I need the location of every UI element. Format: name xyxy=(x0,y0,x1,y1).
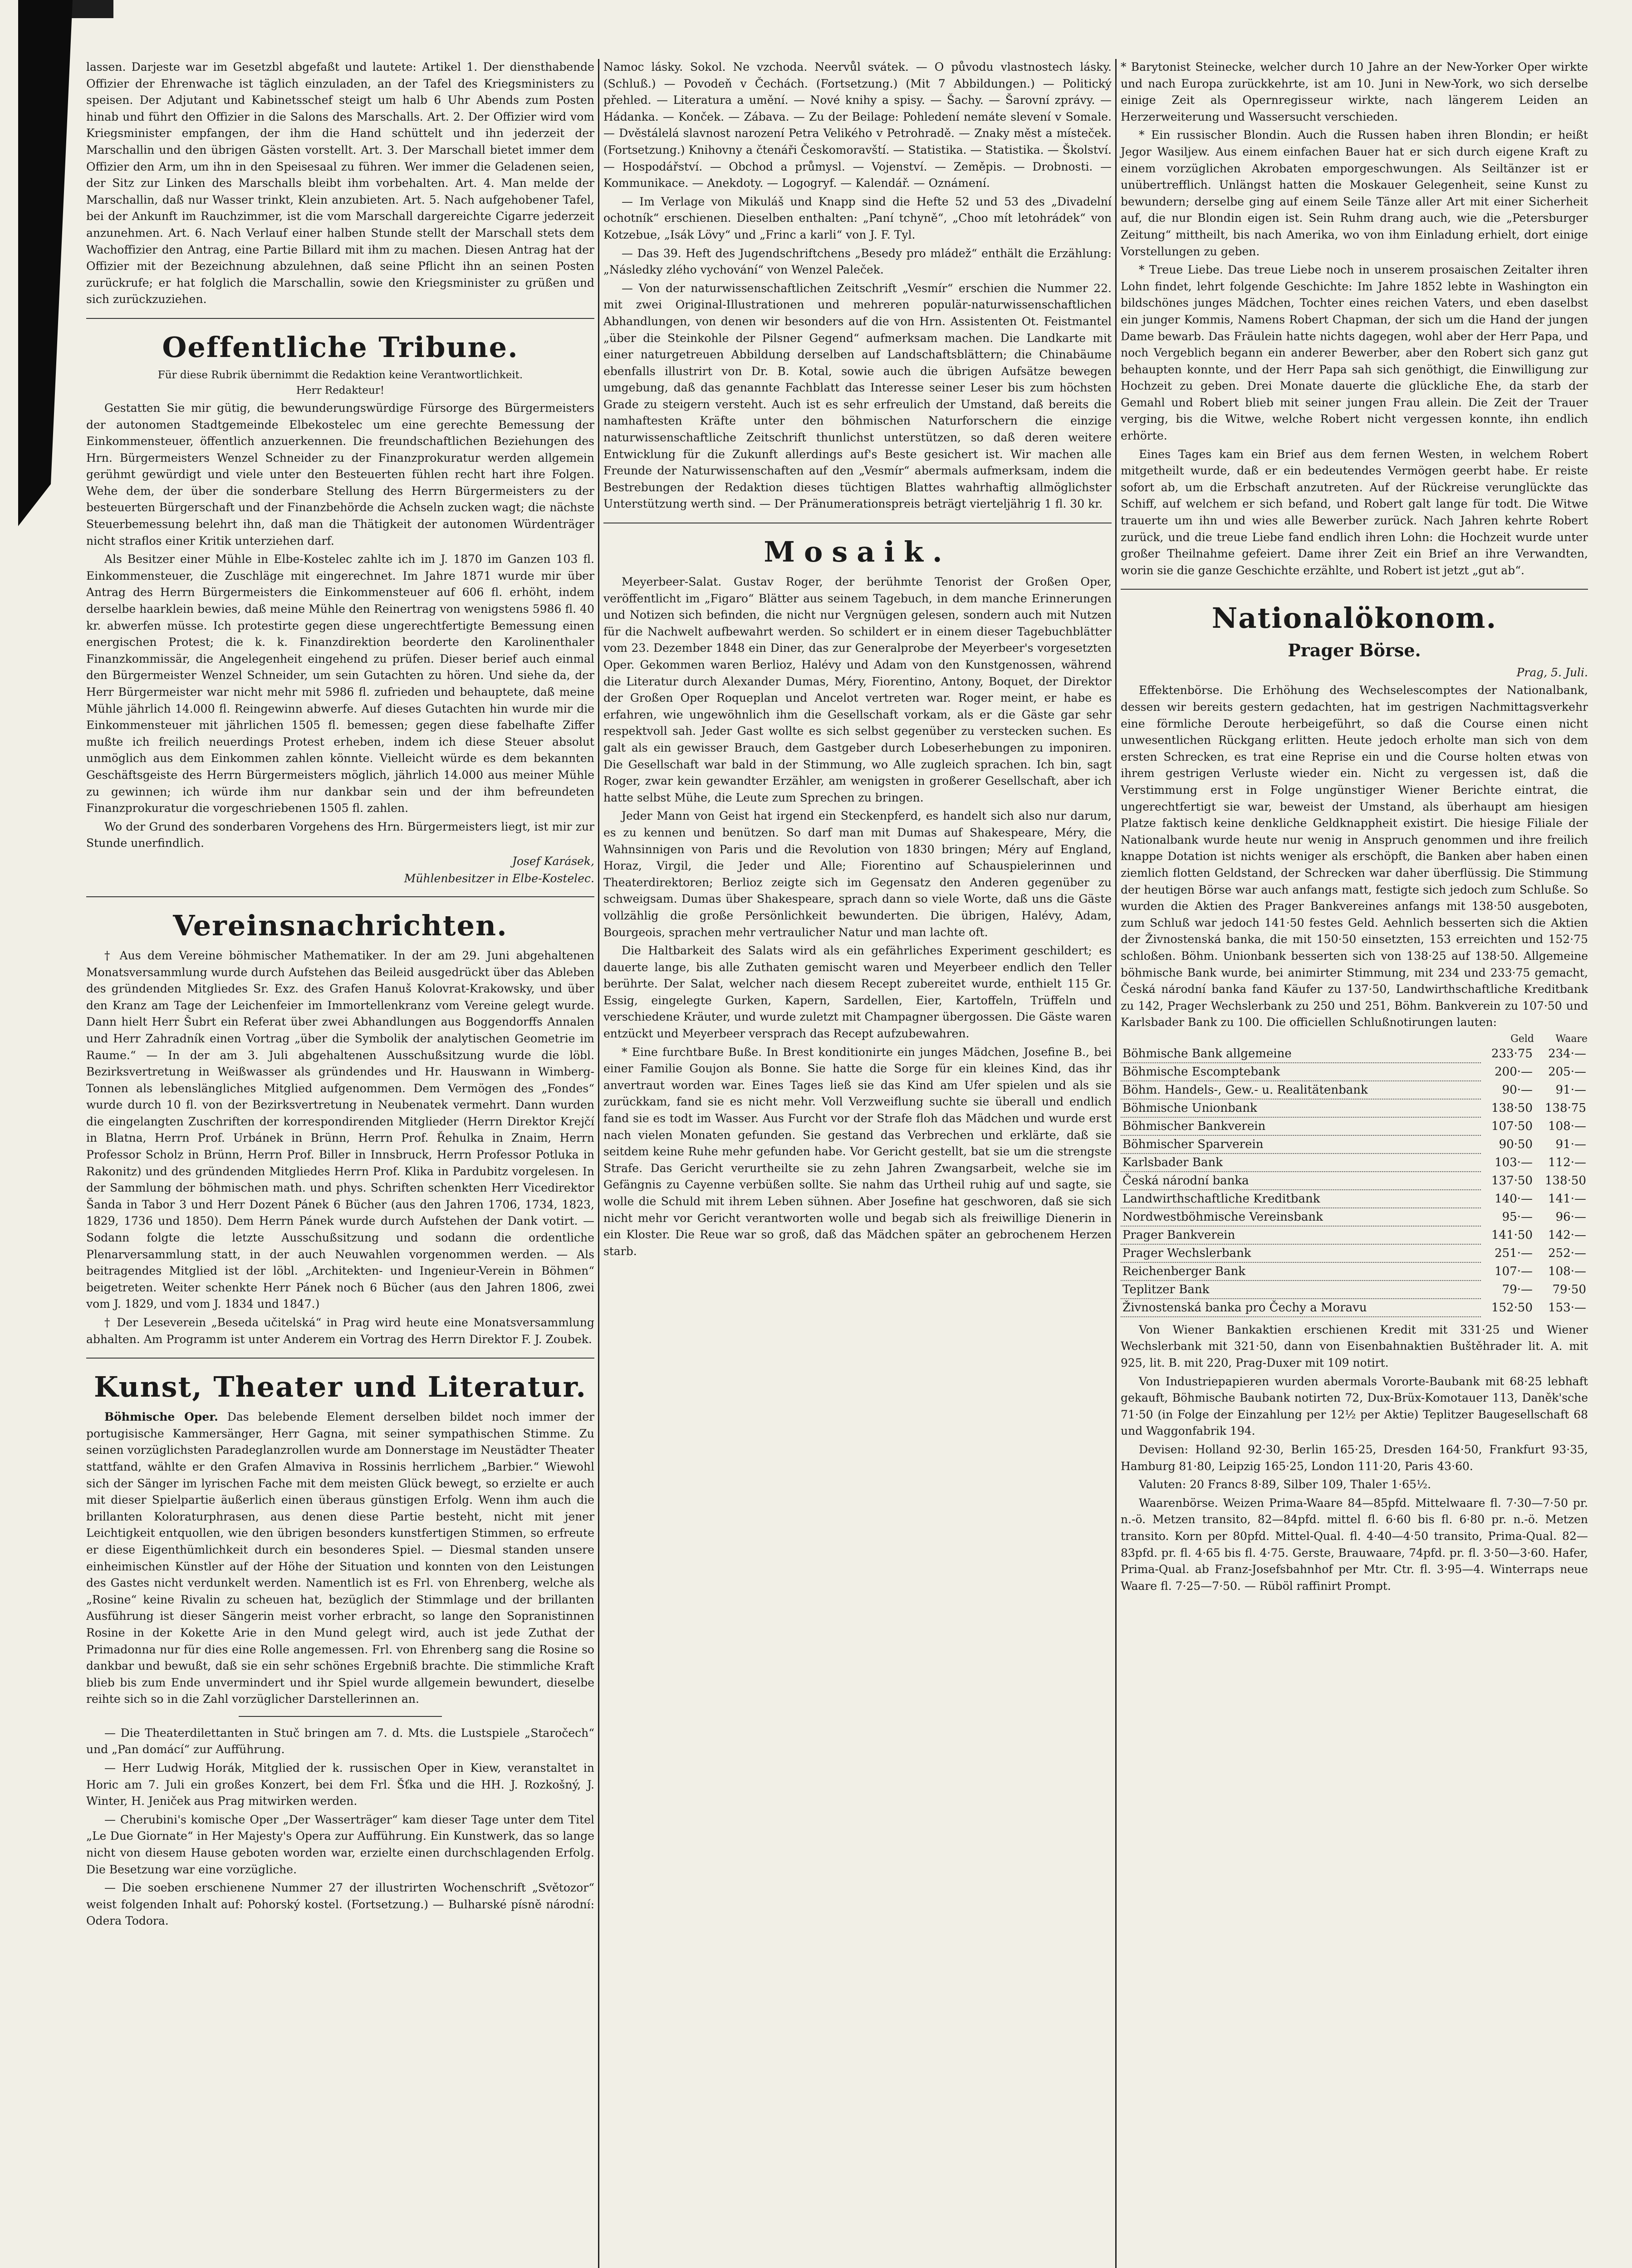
column-rule xyxy=(1115,59,1117,2268)
letter-paragraph: Gestatten Sie mir gütig, die bewunderungswürdige Fürsorge des Bürgermeisters der autonomen Stadtgemeinde Elbekostelec um eine gerechte Bemessung der Einkommensteuer, öffentlich anzuerkennen. Die freundschaftlichen Beziehungen des Hrn. Bürgermeisters Wenzel Schneider zu der Finanzprokuratur werden allgemein gerühmt gewürdigt und viele unter den Besteuerten fühlen recht hart ihre Folgen. Wehe dem, der über die sonderbare Stellung des Herrn Bürgermeisters zu der besteuerten Bürgerschaft und der Finanzbehörde die Achseln zucken wagt; die nächste Steuerbemessung belehrt ihn, daß man die Thätigkeit der autonomen Würdenträger nicht straflos einer Kritik unterziehen darf. xyxy=(86,401,598,547)
security-name: Karlsbader Bank xyxy=(1121,1154,1481,1172)
quotes-row xyxy=(1121,1063,1588,1081)
ask-price: 142·— xyxy=(1548,1228,1586,1242)
column-left xyxy=(86,59,598,2268)
news-paragraph: Eines Tages kam ein Brief aus dem fernen Westen, in welchem Robert mitgetheilt wurde, daß er ein bedeutendes Vermögen geerbt habe. Er reiste sofort ab, um die Erbschaft anzutreten. Auf der Rückreise verunglückte das Schiff, auf welchem er sich befand, und Robert galt lange für todt. Die Witwe trauerte um ihn und wies alle Bewerber zurück. Nach Jahren kehrte Robert zurück, und die treue Liebe fand endlich ihren Lohn: die Hochzeit wurde unter großer Theilnahme gefeiert. Dame ihrer Zeit ein Brief an ihre Verwandten, worin sie die ganze Geschichte erzählte, und Robert ist jetzt „gut ab“. xyxy=(1121,447,1592,577)
ask-price: 96·— xyxy=(1555,1210,1586,1224)
news-paragraph: — Cherubini's komische Oper „Der Wasserträger“ kam dieser Tage unter dem Titel „Le Due Giornate“ in Her Majesty's Opera zur Aufführung. Ein Kunstwerk, das so lange nicht von diesem Hause geboten worden war, erzielte einen durchschlagenden Erfolg. Die Besetzung war eine vorzügliche. xyxy=(86,1813,598,1876)
bid-price: 233·75 xyxy=(1491,1047,1533,1061)
market-report-paragraph: Von Wiener Bankaktien erschienen Kredit mit 331·25 und Wiener Wechslerbank mit 321·50, dann von Eisenbahnaktien Buštěhrader lit. A. mit 925, lit. B. mit 220, Prag-Duxer mit 109 notirt. xyxy=(1121,1323,1592,1370)
security-name: Živnostenská banka pro Čechy a Moravu xyxy=(1121,1299,1481,1317)
section-heading-verein: Vereinsnachrichten. xyxy=(173,909,508,942)
ask-price: 138·75 xyxy=(1545,1101,1586,1115)
quotes-row xyxy=(1121,1244,1588,1262)
article-continuation: lassen. Darjeste war im Gesetzbl abgefaßt und lautete: Artikel 1. Der diensthabende Offizier der Ehrenwache ist täglich einzuladen, an der Tafel des Kriegsministers zu speisen. Der Adjutant und Kabinetsschef steigt um halb 6 Uhr Abends zum Posten hinab und führt den Offizier in die Salons des Marschalls. Art. 2. Der Offizier wird vom Kriegsminister empfangen, der ihm die Hand schüttelt und ihn jederzeit der Marschallin und den übrigen Gästen vorstellt. Art. 3. Der Marschall bietet immer dem Offizier den Arm, um ihn in den Speisesaal zu führen. Wer immer die Geladenen seien, der Sitz zur Linken des Marschalls bleibt ihm vorbehalten. Art. 4. Man melde der Marschallin, daß nur Wasser trinkt, Klein anzubieten. Art. 5. Nach aufgehobener Tafel, bei der Ankunft im Rauchzimmer, ist die vom Marschall dargereichte Cigarre jederzeit anzunehmen. Art. 6. Nach Verlauf einer halben Stunde stellt der Marschall stets dem Wachoffizier den Antrag, eine Partie Billard mit ihm zu machen. Diesen Antrag hat der Offizier mit der Bezeichnung abzulehnen, daß seine Pflicht ihn an seinen Posten zurückrufe; er hat folglich die Marschallin, sowie den Kriegsminister zu grüßen und sich zurückzuziehen. xyxy=(86,60,598,306)
security-name: Böhmischer Bankverein xyxy=(1121,1117,1481,1135)
column-middle xyxy=(603,59,1115,2268)
security-name: Böhmische Bank allgemeine xyxy=(1121,1045,1481,1063)
ask-price: 91·— xyxy=(1555,1083,1586,1097)
section-heading-mosaik: Mosaik. xyxy=(764,535,951,569)
bid-price: 137·50 xyxy=(1491,1173,1533,1188)
news-paragraph: * Treue Liebe. Das treue Liebe noch in unserem prosaischen Zeitalter ihren Lohn findet, lehrt folgende Geschichte: Im Jahre 1852 lebte in Washington ein bildschönes junges Mädchen, Tochter eines reichen Vaters, und eben daselbst ein junger Kommis, Namens Robert Chapman, der sich um die Hand der jungen Dame bewarb. Das Fräulein hatte nichts dagegen, wohl aber der Herr Papa, und noch Vergeblich begann ein anderer Bewerber, aber den Robert sich ganz gut behaupten konnte, und der Herr Papa sah sich genöthigt, die Einwilligung zur Hochzeit zu geben. Drei Monate dauerte die glückliche Ehe, da starb der Gemahl und Robert blieb mit seiner jungen Frau allein. Die Zeit der Trauer verging, bis die Witwe, welche Robert nicht vergessen konnte, ihn endlich erhörte. xyxy=(1121,263,1592,443)
column-header-geld: Geld xyxy=(1510,1033,1534,1045)
bid-price: 107·50 xyxy=(1491,1119,1533,1133)
letter-signature-name: Josef Karásek, xyxy=(512,854,594,868)
security-name: Böhmische Unionbank xyxy=(1121,1099,1481,1117)
bid-price: 79·— xyxy=(1502,1282,1533,1296)
security-name: Böhmische Escomptebank xyxy=(1121,1063,1481,1081)
bid-price: 251·— xyxy=(1495,1246,1533,1260)
article-lead: Böhmische Oper. xyxy=(104,1410,218,1424)
ask-price: 141·— xyxy=(1548,1192,1586,1206)
bid-price: 152·50 xyxy=(1491,1300,1533,1315)
quotes-row xyxy=(1121,1262,1588,1281)
market-report-paragraph: Waarenbörse. Weizen Prima-Waare 84—85pfd. Mittelwaare fl. 7·30—7·50 pr. n.-ö. Metzen transito, 82—84pfd. mittel fl. 6·60 bis fl. 6·80 pr. n.-ö. Metzen transito. Korn per 80pfd. Mittel-Qual. fl. 4·40—4·50 transito, Prima-Qual. 82—83pfd. pr. fl. 4·65 bis fl. 4·75. Gerste, Brauwaare, 74pfd. pr. fl. 3·50—3·60. Hafer, Prima-Qual. ab Franz-Josefsbahnhof per Mtr. Ctr. fl. 3·95—4. Winterraps neue Waare fl. 7·25—7·50. — Rüböl raffinirt Prompt. xyxy=(1121,1496,1592,1593)
quotes-row xyxy=(1121,1299,1588,1317)
bid-price: 107·— xyxy=(1495,1264,1533,1278)
security-name: Teplitzer Bank xyxy=(1121,1281,1481,1299)
quotes-row xyxy=(1121,1135,1588,1154)
article-text: Das belebende Element derselben bildet noch immer der portugisische Kammersänger, Herr Gagna, mit seiner sympathischen Stimme. Zu seinen vorzüglichsten Paradeglanzrollen wurde am Donnerstage im Neustädter Theater stattfand, wählte er den Grafen Almaviva in Rossinis herrlichem „Barbier.“ Wiewohl sich der Sänger im lyrischen Fache mit dem meisten Glück bewegt, so erzielte er auch mit dieser Spielpartie äußerlich einen überaus günstigen Erfolg. Wenn ihm auch die brillanten Koloraturphrasen, aus denen diese Partie besteht, nicht mit jener Leichtigkeit entquollen, wie den übrigen besonders kunstfertigen Stimmen, so erfreute er diese Eigenthümlichkeit durch ein besonderes Spiel. — Diesmal standen unsere einheimischen Künstler auf der Höhe der Situation und konnten von den Leistungen des Gastes nicht verdunkelt werden. Namentlich ist es Frl. von Ehrenberg, welche als „Rosine“ keine Rivalin zu scheuen hat, bezüglich der Stimmlage und der brillanten Ausführung ist dieser Sängerin meist vorher erbracht, so lange den Sopranistinnen Rosine in der Kokette Arie in den Mund gelegt wird, auch ist jede Zuthat der Primadonna nur für dies eine Rolle angemessen. Frl. von Ehrenberg sang die Rosine so dankbar und bewußt, daß sie ein sehr schönes Ergebniß brachte. Die stimmliche Kraft blieb bis zum Ende unvermindert und ihr Spiel wurde allgemein bewundert, dieselbe reihte sich so in die Zahl vorzüglicher Darstellerinnen an. xyxy=(86,1410,598,1706)
quotes-row xyxy=(1121,1208,1588,1226)
ask-price: 205·— xyxy=(1548,1065,1586,1079)
ask-price: 108·— xyxy=(1548,1264,1586,1278)
bid-price: 95·— xyxy=(1502,1210,1533,1224)
quotes-row xyxy=(1121,1099,1588,1117)
bid-price: 138·50 xyxy=(1491,1101,1533,1115)
ask-price: 79·50 xyxy=(1552,1282,1586,1296)
security-name: Česká národní banka xyxy=(1121,1172,1481,1190)
news-paragraph: * Barytonist Steinecke, welcher durch 10 Jahre an der New-Yorker Oper wirkte und nach Europa zurückkehrte, ist am 10. Juni in New-York, wo sich derselbe einige Zeit als Opernregisseur wirkte, nach längerem Leiden an Herzerweiterung und Wassersucht verschieden. xyxy=(1121,60,1592,123)
quotes-row xyxy=(1121,1172,1588,1190)
news-paragraph: — Die soeben erschienene Nummer 27 der illustrirten Wochenschrift „Světozor“ weist folgenden Inhalt auf: Pohorský kostel. (Fortsetzung.) — Bulharské písně národní: Odera Todora. xyxy=(86,1881,598,1928)
newspaper-page xyxy=(18,0,1597,2268)
ask-price: 91·— xyxy=(1555,1137,1586,1151)
quotes-row xyxy=(1121,1117,1588,1135)
news-paragraph: — Das 39. Heft des Jugendschriftchens „Besedy pro mládež“ enthält die Erzählung: „Následky zlého vychování“ von Wenzel Paleček. xyxy=(603,246,1115,277)
quotes-table xyxy=(1121,1033,1588,1317)
subheading-prager-boerse: Prager Börse. xyxy=(1288,640,1421,661)
news-paragraph: Jeder Mann von Geist hat irgend ein Steckenpferd, es handelt sich also nur darum, es zu kennen und benützen. So darf man mit Dumas auf Shakespeare, Méry, die Wahnsinnigen von Paris und die Revolution von 1830 bringen; Méry auf England, Horaz, Virgil, die Jeder und Alle; Fiorentino auf Schauspielerinnen und Theaterdirektoren; Berlioz zeigte sich im Gegensatz den Anderen gegenüber zu schweigsam. Dumas über Shakespeare, sprach dann so viele Worte, daß uns die Gäste vollzählig die große Persönlichkeit bewunderten. Die übrigen, Halévy, Adam, Bourgeois, sprachen mehr vertraulicher Natur und man lachte oft. xyxy=(603,809,1115,939)
section-heading-kunst: Kunst, Theater und Literatur. xyxy=(94,1370,587,1404)
bid-price: 90·— xyxy=(1502,1083,1533,1097)
market-report-paragraph: Von Industriepapieren wurden abermals Vororte-Baubank mit 68·25 lebhaft gekauft, Böhmische Baubank notirten 72, Dux-Brüx-Komotauer 113, Daněk'sche 71·50 (in Folge der Einzahlung per 12½ per Aktie) Teplitzer Baugesellschaft 68 und Waggonfabrik 194. xyxy=(1121,1374,1592,1438)
bid-price: 140·— xyxy=(1495,1192,1533,1206)
letter-paragraph: Wo der Grund des sonderbaren Vorgehens des Hrn. Bürgermeisters liegt, ist mir zur Stunde unerfindlich. xyxy=(86,820,598,850)
security-name: Nordwestböhmische Vereinsbank xyxy=(1121,1208,1481,1226)
ask-price: 138·50 xyxy=(1545,1173,1586,1188)
news-paragraph: * Eine furchtbare Buße. In Brest konditionirte ein junges Mädchen, Josefine B., bei einer Familie Goujon als Bonne. Sie hatte die Sorge für ein kleines Kind, das ihr anvertraut worden war. Eines Tages ließ sie das Kind am Ufer spielen und als sie zurückkam, fand sie es nicht mehr. Voll Verzweiflung suchte sie überall und endlich fand sie es todt im Wasser. Aus Furcht vor der Strafe floh das Mädchen und wurde erst nach vielen Monaten gefunden. Sie gestand das Verbrechen und erklärte, daß sie seitdem keine Ruhe mehr gefunden habe. Vor Gericht gestellt, bat sie um die strengste Strafe. Das Gericht verurtheilte sie zu zehn Jahren Zwangsarbeit, welche sie im Gefängnis zu Cayenne verbüßen sollte. Sie nahm das Urtheil ruhig auf und sagte, sie wolle die Schuld mit ihrem Leben sühnen. Aber Josefine hat geschworen, daß sie sich nicht mehr vor Gericht verantworten wolle und begab sich als freiwillige Dienerin in ein Kloster. Die Reue war so groß, daß das Mädchen später an gebrochenem Herzen starb. xyxy=(603,1045,1115,1258)
column-right xyxy=(1121,59,1592,2268)
quotes-row xyxy=(1121,1154,1588,1172)
dateline: Prag, 5. Juli. xyxy=(1516,666,1588,679)
quotes-header-row xyxy=(1121,1033,1588,1045)
news-paragraph: — Im Verlage von Mikuláš und Knapp sind die Hefte 52 und 53 des „Divadelní ochotník“ erschienen. Dieselben enthalten: „Paní tchyně“, „Choo mít letohrádek“ von Kotzebue, „Isák Lövy“ und „Frinc a karli“ von J. F. Tyl. xyxy=(603,195,1115,241)
bid-price: 103·— xyxy=(1495,1155,1533,1169)
article-continuation: Namoc lásky. Sokol. Ne vzchoda. Neervůl svátek. — O původu vlastnostech lásky. (Schluß.) — Povodeň v Čechách. (Fortsetzung.) (Mit 7 Abbildungen.) — Politický přehled. — Literatura a umění. — Nové knihy a spisy. — Šachy. — Šarovní zprávy. — Hádanka. — Konček. — Zábava. — Zu der Beilage: Pohledení nemáte slevení v Somale. — Dvěstálelá slavnost narození Petra Velikého v Petrohradě. — Znaky měst a místeček. (Fortsetzung.) Knihovny a čtenáři Českomoravští. — Statistika. — Statistika. — Školství. — Hospodářství. — Obchod a průmysl. — Vojenství. — Zeměpis. — Drobnosti. — Kommunikace. — Anekdoty. — Logogryf. — Kalendář. — Oznámení. xyxy=(603,60,1115,190)
column-header-ware: Waare xyxy=(1555,1033,1588,1045)
ask-price: 108·— xyxy=(1548,1119,1586,1133)
news-paragraph: * Ein russischer Blondin. Auch die Russen haben ihren Blondin; er heißt Jegor Wasiljew. Aus einem einfachen Bauer hat er sich durch eigene Kraft zu einem vorzüglichen Akrobaten emporgeschwungen. Als Seiltänzer ist er unübertrefflich. Unlängst hatten die Moskauer Gelegenheit, seine Kunst zu bewundern; derselbe ging auf einem Seile Tänze aller Art mit einer Sicherheit auf, die nur Blondin eigen ist. Sein Ruhm drang auch, wie die „Petersburger Zeitung“ mittheilt, bis nach Amerika, wo von ihm Einladung erhielt, dort einige Vorstellungen zu geben. xyxy=(1121,128,1592,258)
letter-salutation: Herr Redakteur! xyxy=(296,384,385,396)
bid-price: 90·50 xyxy=(1499,1137,1533,1151)
ask-price: 112·— xyxy=(1548,1155,1586,1169)
security-name: Prager Wechslerbank xyxy=(1121,1244,1481,1262)
news-paragraph: † Aus dem Vereine böhmischer Mathematiker. In der am 29. Juni abgehaltenen Monatsversammlung wurde durch Aufstehen das Beileid ausgedrückt über das Ableben des gründenden Mitgliedes Sr. Exz. des Grafen Hanuš Kolovrat-Krakowsky, und über den Kranz am Tage der Leichenfeier im Immortellenkranz vom Vereine gelegt wurde. Dann hielt Herr Šubrt ein Referat über zwei Abhandlungen aus Boggendorffs Annalen und Herr Zahradník einen Vortrag „über die Symbolik der analytischen Geometrie im Raume.“ — In der am 3. Juli abgehaltenen Ausschußsitzung wurde die löbl. Bezirksvertretung in Weißwasser als gründendes und Hr. Hauswann in Wimberg-Tonnen als lebenslängliches Mitglied aufgenommen. Dem Vermögen des „Fondes“ wurde durch 10 fl. von der Bezirksvertretung in Neubenatek vermehrt. Dann wurden die eingelangten Zuschriften der korrespondirenden Mitglieder (Herrn Direktor Krejčí in Blatna, Herrn Prof. Urbánek in Brünn, Herrn Prof. Řehulka in Znaim, Herrn Professor Scholz in Brünn, Herrn Prof. Biller in Innsbruck, Herrn Professor Potluka in Rakonitz) und des gründenden Mitgliedes Herrn Prof. Klika in Pardubitz vorgelesen. In der Sammlung der böhmischen math. und phys. Schriften schenkten Herr Vicedirektor Šanda in Tabor 3 und Herr Dozent Pánek 6 Bücher (aus den Jahren 1706, 1734, 1823, 1829, 1736 und 1850). Dem Herrn Pánek wurde durch Aufstehen der Dank votirt. — Sodann folgte die letzte Ausschußsitzung und sodann die ordentliche Plenarversammlung statt, in der auch Neuwahlen vorgenommen werden. — Als beitragendes Mitglied ist der löbl. „Architekten- und Ingenieur-Verein in Böhmen“ beigetreten. Weiter schenkte Herr Pánek noch 6 Bücher (aus den Jahren 1806, zwei vom J. 1829, und vom J. 1834 und 1847.) xyxy=(86,948,598,1311)
news-paragraph: Meyerbeer-Salat. Gustav Roger, der berühmte Tenorist der Großen Oper, veröffentlicht im „Figaro“ Blätter aus seinem Tagebuch, in dem manche Erinnerungen und Notizen sich befinden, die nicht nur Vergnügen gelesen, sondern auch mit Nutzen für die Nachwelt aufbewahrt werden. So schildert er in einem dieser Tagebuchblätter vom 23. Dezember 1848 ein Diner, das zur Generalprobe der Meyerbeer's vorgesetzten Oper. Gekommen waren Berlioz, Halévy und Adam von den Kunstgenossen, während die Literatur durch Alexander Dumas, Méry, Fiorentino, Antony, Boquet, der Direktor der Großen Oper Roqueplan und Ancelot vertreten war. Roger meint, er habe es erfahren, wie ungewöhnlich ihm die Gesellschaft vorkam, als er die Gäste gar sehr respektvoll sah. Jeder Gast wollte es sich selbst gegenüber zu verstecken suchen. Es galt als ein gewisser Brauch, dem Gastgeber durch Lobeserhebungen zu imponiren. Die Gesellschaft war bald in der Stimmung, wo Alle zugleich sprachen. Ich bin, sagt Roger, zwar kein gewandter Erzähler, am wenigsten in großerer Gesellschaft, aber ich hatte selbst Mühe, die Leute zum Sprechen zu bringen. xyxy=(603,575,1115,804)
market-report-paragraph: Effektenbörse. Die Erhöhung des Wechselescomptes der Nationalbank, dessen wir bereits gestern gedachten, hat im gestrigen Nachmittagsverkehr eine förmliche Deroute herbeigeführt, so daß die Course einen nicht unwesentlichen Rückgang erlitten. Heute jedoch erholte man sich von dem ersten Schrecken, es trat eine Reprise ein und die Course holten etwas von ihrem gestrigen Verluste wieder ein. Nicht zu vergessen ist, daß die Verstimmung erst in Folge ungünstiger Wiener Berichte eintrat, die ungerechtfertigt sie war, beweist der Umstand, als überhaupt am hiesigen Platze faktisch keine denkliche Geldknappheit existirt. Die hiesige Filiale der Nationalbank wurde heute nur wenig in Anspruch genommen und ihre freilich knappe Dotation ist nichts weniger als erschöpft, die Banken aber haben einen ziemlich flotten Geldstand, der Schrecken war daher überflüssig. Die Stimmung der heutigen Börse war auch anfangs matt, festigte sich jedoch zum Schluße. So wurden die Aktien des Prager Bankvereines anfangs mit 138·50 ausgeboten, zum Schluß war jedoch 141·50 festes Geld. Aehnlich besserten sich die Aktien der Živnostenská banka, die mit 150·50 einsetzten, 153 erreichten und 152·75 schloßen. Böhm. Unionbank besserten sich von 138·25 auf 138·50. Allgemeine böhmische Bank wurde, bei animirter Stimmung, mit 234 und 233·75 gemacht, Česká národní banka fand Käufer zu 137·50, Landwirthschaftliche Kreditbank zu 142, Prager Wechslerbank zu 250 und 251, Böhm. Bankverein zu 107·50 und Karlsbader Bank zu 100. Die officiellen Schlußnotirungen lauten: xyxy=(1121,684,1592,1029)
news-paragraph: † Der Leseverein „Beseda učitelská“ in Prag wird heute eine Monatsversammlung abhalten. Am Programm ist unter Anderem ein Vortrag des Herrn Direktor F. J. Zoubek. xyxy=(86,1316,598,1346)
section-divider xyxy=(239,1716,442,1717)
security-name: Prager Bankverein xyxy=(1121,1226,1481,1244)
section-heading-tribune: Oeffentliche Tribune. xyxy=(162,330,519,364)
news-paragraph: — Herr Ludwig Horák, Mitglied der k. russischen Oper in Kiew, veranstaltet in Horic am 7. Juli ein großes Konzert, bei dem Frl. Šťka und die HH. J. Rozkošný, J. Winter, H. Jeniček aus Prag mitwirken werden. xyxy=(86,1761,598,1808)
news-paragraph: — Die Theaterdilettanten in Stuč bringen am 7. d. Mts. die Lustspiele „Staročech“ und „Pan domácí“ zur Aufführung. xyxy=(86,1726,598,1756)
news-paragraph: — Von der naturwissenschaftlichen Zeitschrift „Vesmír“ erschien die Nummer 22. mit zwei Original-Illustrationen und mehreren populär-naturwissenschaftlichen Abhandlungen, von denen wir besonders auf die von Hrn. Assistenten Ot. Feistmantel „über die Steinkohle der Pilsner Gegend“ aufmerksam machen. Die Landkarte mit einer naturgetreuen Abbildung derselben auf Landschaftsblättern; die Chinabäume ebenfalls illustrirt von Dr. B. Kotal, sowie auch die übrigen Aufsätze bewegen umgebung, daß das genannte Fachblatt das Interesse seiner Leser bis zum höchsten Grade zu steigern versteht. Auch ist es sehr erfreulich der Umstand, daß bereits die namhaftesten Kräfte unter den böhmischen Naturforschern die einzige naturwissenschaftliche Zeitschrift thunlichst unterstützen, so daß deren weitere Entwicklung für die Zukunft allerdings auf's Beste gesichert ist. Wir machen alle Freunde der Naturwissenschaften auf den „Vesmír“ abermals aufmerksam, indem die Bestrebungen der Redaktion dieses tüchtigen Blattes wahrhaftig allmöglichster Unterstützung werth sind. — Der Pränumerationspreis beträgt vierteljährig 1 fl. 30 kr. xyxy=(603,281,1115,511)
security-name: Landwirthschaftliche Kreditbank xyxy=(1121,1190,1481,1208)
bid-price: 200·— xyxy=(1495,1065,1533,1079)
section-divider xyxy=(86,1358,594,1359)
ask-price: 252·— xyxy=(1548,1246,1586,1260)
section-divider xyxy=(1121,589,1588,590)
column-rule xyxy=(598,59,599,2268)
section-heading-nationaloekonom: Nationalökonom. xyxy=(1211,601,1497,635)
ink-damage-left xyxy=(18,0,73,526)
market-report-paragraph: Valuten: 20 Francs 8·89, Silber 109, Thaler 1·65½. xyxy=(1139,1478,1431,1491)
ask-price: 153·— xyxy=(1548,1300,1586,1315)
section-divider xyxy=(86,896,594,897)
section-divider xyxy=(86,318,594,319)
security-name: Reichenberger Bank xyxy=(1121,1262,1481,1281)
editorial-disclaimer: Für diese Rubrik übernimmt die Redaktion keine Verantwortlichkeit. xyxy=(157,369,523,381)
quotes-row xyxy=(1121,1281,1588,1299)
news-paragraph: Die Haltbarkeit des Salats wird als ein gefährliches Experiment geschildert; es dauerte lange, bis alle Zuthaten gemischt waren und Meyerbeer endlich den Teller berührte. Der Salat, welcher nach diesem Recept zubereitet wurde, enthielt 115 Gr. Essig, eingelegte Gurken, Kapern, Sardellen, Eier, Kartoffeln, Trüffeln und verschiedene Kräuter, und wurde zuletzt mit Champagner übergossen. Die Gäste waren entzückt und Meyerbeer versprach das Recept aufzubewahren. xyxy=(603,944,1115,1041)
security-name: Böhm. Handels-, Gew.- u. Realitätenbank xyxy=(1121,1081,1481,1099)
quotes-row xyxy=(1121,1081,1588,1099)
quotes-row xyxy=(1121,1226,1588,1244)
ask-price: 234·— xyxy=(1548,1047,1586,1061)
quotes-row xyxy=(1121,1045,1588,1063)
market-report-paragraph: Devisen: Holland 92·30, Berlin 165·25, Dresden 164·50, Frankfurt 93·35, Hamburg 81·80, Leipzig 165·25, London 111·20, Paris 43·60. xyxy=(1121,1443,1592,1473)
bid-price: 141·50 xyxy=(1491,1228,1533,1242)
letter-signature-title: Mühlenbesitzer in Elbe-Kostelec. xyxy=(404,871,594,885)
security-name: Böhmischer Sparverein xyxy=(1121,1135,1481,1154)
letter-paragraph: Als Besitzer einer Mühle in Elbe-Kostelec zahlte ich im J. 1870 im Ganzen 103 fl. Einkommensteuer, die Zuschläge mit eingerechnet. Im Jahre 1871 wurde mir über Antrag des Herrn Bürgermeisters die Einkommensteuer auf 606 fl. erhöht, indem derselbe haarklein bewies, daß meine Mühle den Reinertrag von wenigstens 5986 fl. 40 kr. abwerfen müsse. Ich protestirte gegen diese ungerechtfertigte Bemessung einen energischen Protest; die k. k. Finanzdirektion beorderte den Karolinenthaler Finanzkommissär, die Angelegenheit eingehend zu prüfen. Dieser berief auch einmal den Bürgermeister Wenzel Schneider, um sein Gutachten zu hören. Und siehe da, der Herr Bürgermeister war nicht mehr mit 5986 fl. zufrieden und behauptete, daß meine Mühle jährlich 14.000 fl. Reingewinn abwerfe. Auf dieses Gutachten hin wurde mir die Einkommensteuer mit jährlichen 1505 fl. bemessen; gegen diese fabelhafte Ziffer mußte ich freilich neuerdings Protest erheben, indem ich diese Steuer absolut unmöglich aus dem Einkommen zahlen könnte. Vielleicht würde es dem bekannten Geschäftsgeiste des Herrn Bürgermeisters möglich, jährlich 14.000 aus meiner Mühle zu gewinnen; ich würde ihm nur dankbar sein und der ihm befreundeten Finanzprokuratur die vorgeschriebenen 1505 fl. zahlen. xyxy=(86,552,598,815)
quotes-row xyxy=(1121,1190,1588,1208)
